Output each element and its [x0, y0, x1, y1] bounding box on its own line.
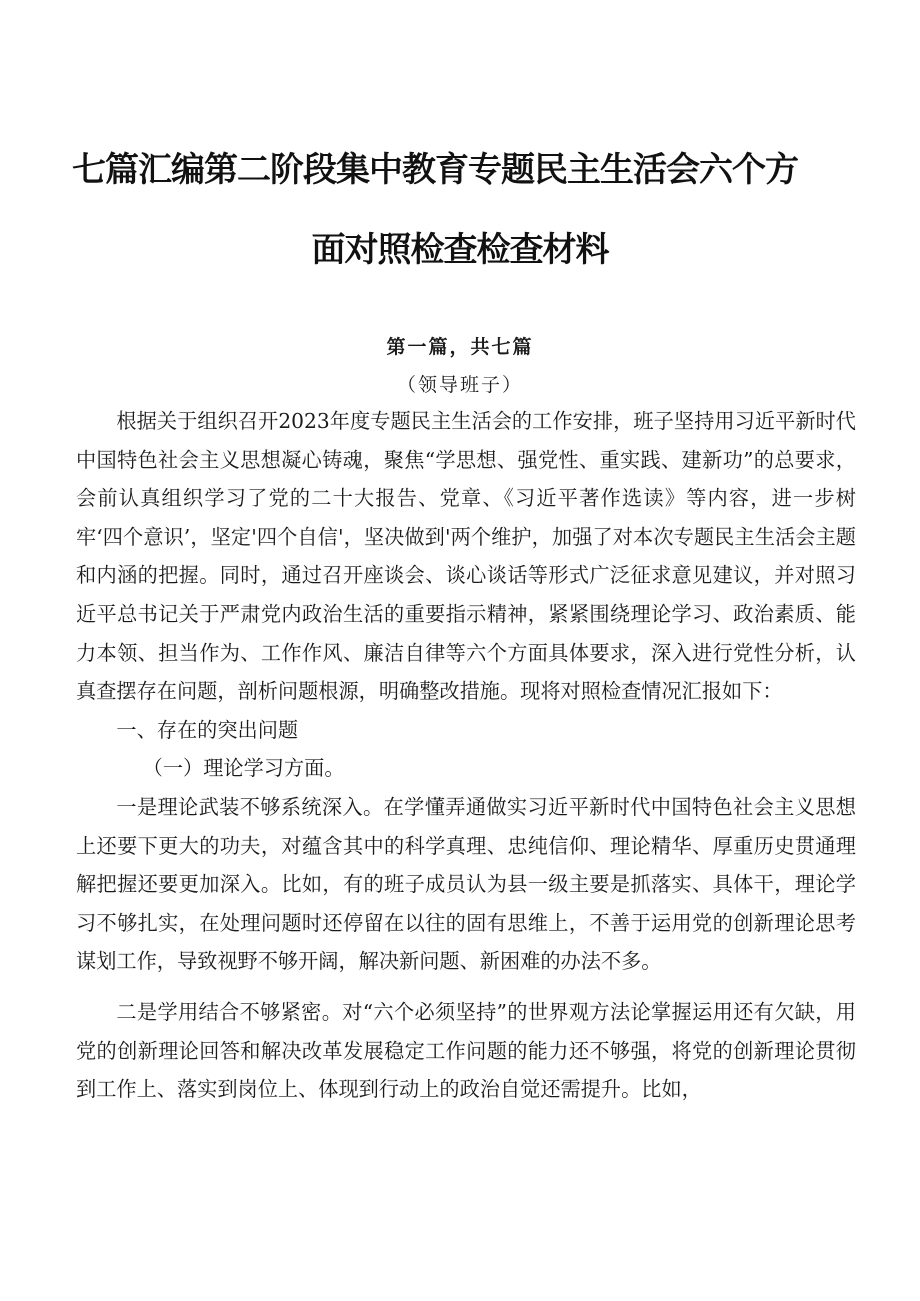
point-paragraph-2: 二是学用结合不够紧密。对“六个必须坚持”的世界观方法论掌握运用还有欠缺，用党的创新理论回答和解决改革发展稳定工作问题的能力还不够强，将党的创新理论贯彻到工作上、落实到岗位上、体现到行动上的政治自觉还需提升。比如，	[76, 999, 856, 1102]
part-subtitle: （领导班子）	[396, 374, 523, 396]
section-heading: 一、存在的突出问题	[116, 717, 299, 742]
document-body	[76, 402, 856, 1109]
point-paragraph-1: 一是理论武装不够系统深入。在学懂弄通做实习近平新时代中国特色社会主义思想上还要下更大的功夫，对蕴含其中的科学真理、忠纯信仰、理论精华、厚重历史贯通理解把握还要更加深入。比如，有的班子成员认为县一级主要是抓落实、具体干，理论学习不够扎实，在处理问题时还停留在以往的固有思维上，不善于运用党的创新理论思考谋划工作，导致视野不够开阔，解决新问题、新困难的办法不多。	[76, 794, 856, 974]
part-title: 第一篇，共七篇	[386, 336, 534, 358]
subsection-heading: （一）理论学习方面。	[142, 756, 345, 781]
document-title-line-2: 面对照检查检查材料	[311, 230, 609, 270]
intro-paragraph: 根据关于组织召开2023年度专题民主生活会的工作安排，班子坚持用习近平新时代中国特色社会主义思想凝心铸魂，聚焦“学思想、强党性、重实践、建新功”的总要求，会前认真组织学习了党的二十大报告、党章、《习近平著作选读》等内容，进一步树牢‘四个意识’，坚定'四个自信'，坚决做到'两个维护，加强了对本次专题民主生活会主题和内涵的把握。同时，通过召开座谈会、谈心谈话等形式广泛征求意见建议，并对照习近平总书记关于严肃党内政治生活的重要指示精神，紧紧围绕理论学习、政治素质、能力本领、担当作为、工作作风、廉洁自律等六个方面具体要求，深入进行党性分析，认真查摆存在问题，剖析问题根源，明确整改措施。现将对照检查情况汇报如下：	[76, 409, 856, 704]
document-title-line-1: 七篇汇编第二阶段集中教育专题民主生活会六个方	[72, 150, 798, 190]
